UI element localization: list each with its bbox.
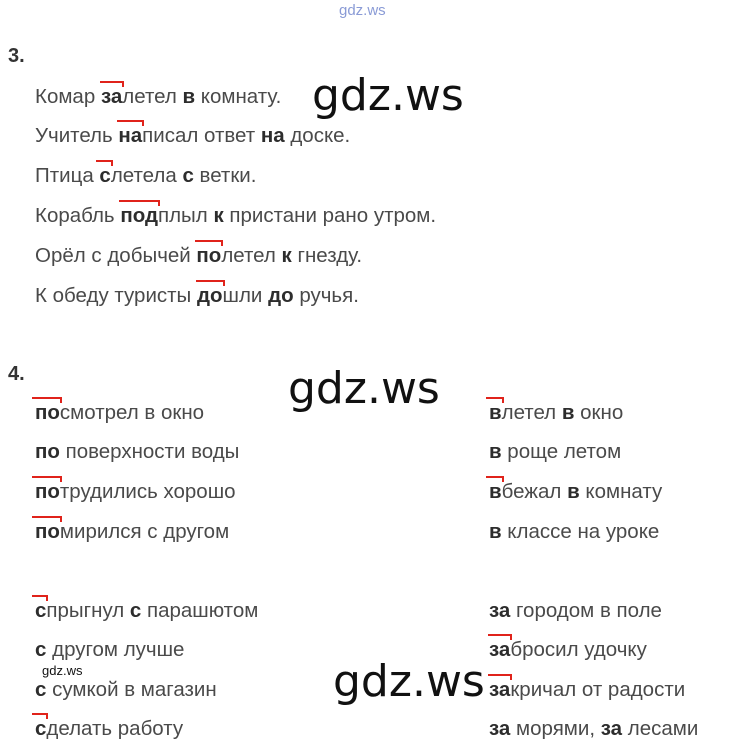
prefix-mark: под [120, 204, 158, 227]
ex4-right-5: за городом в поле [489, 599, 662, 622]
preposition: в [489, 520, 502, 543]
ex4-left-2: по поверхности воды [35, 440, 240, 463]
prefix-mark: по [196, 244, 222, 267]
prefix-mark: на [118, 124, 143, 147]
ex4-left-1: посмотрел в окно [35, 401, 205, 424]
preposition: до [268, 284, 294, 307]
preposition: с [35, 638, 47, 661]
prefix-mark: с [35, 717, 47, 740]
ex4-right-7: закричал от радости [489, 678, 686, 701]
preposition: в [489, 440, 502, 463]
prefix-mark: до [196, 284, 223, 307]
ex4-left-7: с сумкой в магазин [35, 678, 217, 701]
watermark-big-2: gdz.ws [288, 363, 440, 414]
ex4-right-6: забросил удочку [489, 638, 647, 661]
prefix-mark: за [489, 638, 511, 661]
ex3-line-1: Комар залетел в комнату. [35, 85, 282, 108]
ex4-left-8: сделать работу [35, 717, 184, 740]
watermark-big-1: gdz.ws [312, 70, 464, 121]
ex4-right-8: за морями, за лесами [489, 717, 699, 740]
ex4-left-4: помирился с другом [35, 520, 230, 543]
preposition: за [489, 599, 511, 622]
preposition: за [489, 717, 511, 740]
preposition: в [567, 480, 580, 503]
preposition: за [600, 717, 623, 740]
ex3-line-6: К обеду туристы дошли до ручья. [35, 284, 359, 307]
prefix-mark: в [489, 480, 502, 503]
watermark-top: gdz.ws [339, 2, 386, 19]
preposition: к [213, 204, 224, 227]
prefix-mark: с [35, 599, 47, 622]
ex4-right-4: в классе на уроке [489, 520, 660, 543]
watermark-big-3: gdz.ws [333, 656, 485, 707]
ex4-right-2: в роще летом [489, 440, 622, 463]
ex4-left-5: спрыгнул с парашютом [35, 599, 259, 622]
exercise-3-number: 3. [8, 45, 25, 67]
watermark-small: gdz.ws [42, 663, 83, 678]
preposition: в [561, 401, 575, 424]
ex3-line-5: Орёл с добычей полетел к гнезду. [35, 244, 363, 267]
ex4-right-1: влетел в окно [489, 401, 624, 424]
preposition: на [260, 124, 285, 147]
prefix-mark: с [99, 164, 111, 187]
prefix-mark: по [35, 401, 60, 424]
prefix-mark: по [35, 480, 60, 503]
preposition: к [281, 244, 292, 267]
exercise-4-number: 4. [8, 363, 25, 385]
ex4-left-3: потрудились хорошо [35, 480, 236, 503]
prefix-mark: в [489, 401, 502, 424]
ex3-line-4: Корабль подплыл к пристани рано утром. [35, 204, 437, 227]
prefix-mark: по [35, 520, 60, 543]
preposition: с [182, 164, 194, 187]
preposition: в [182, 85, 196, 108]
preposition: по [35, 440, 60, 463]
ex3-line-3: Птица слетела с ветки. [35, 164, 257, 187]
preposition: с [35, 678, 47, 701]
ex4-left-6: с другом лучше [35, 638, 185, 661]
ex3-line-2: Учитель написал ответ на доске. [35, 124, 351, 147]
prefix-mark: за [100, 85, 123, 108]
preposition: с [129, 599, 142, 622]
prefix-mark: за [489, 678, 511, 701]
ex4-right-3: вбежал в комнату [489, 480, 663, 503]
